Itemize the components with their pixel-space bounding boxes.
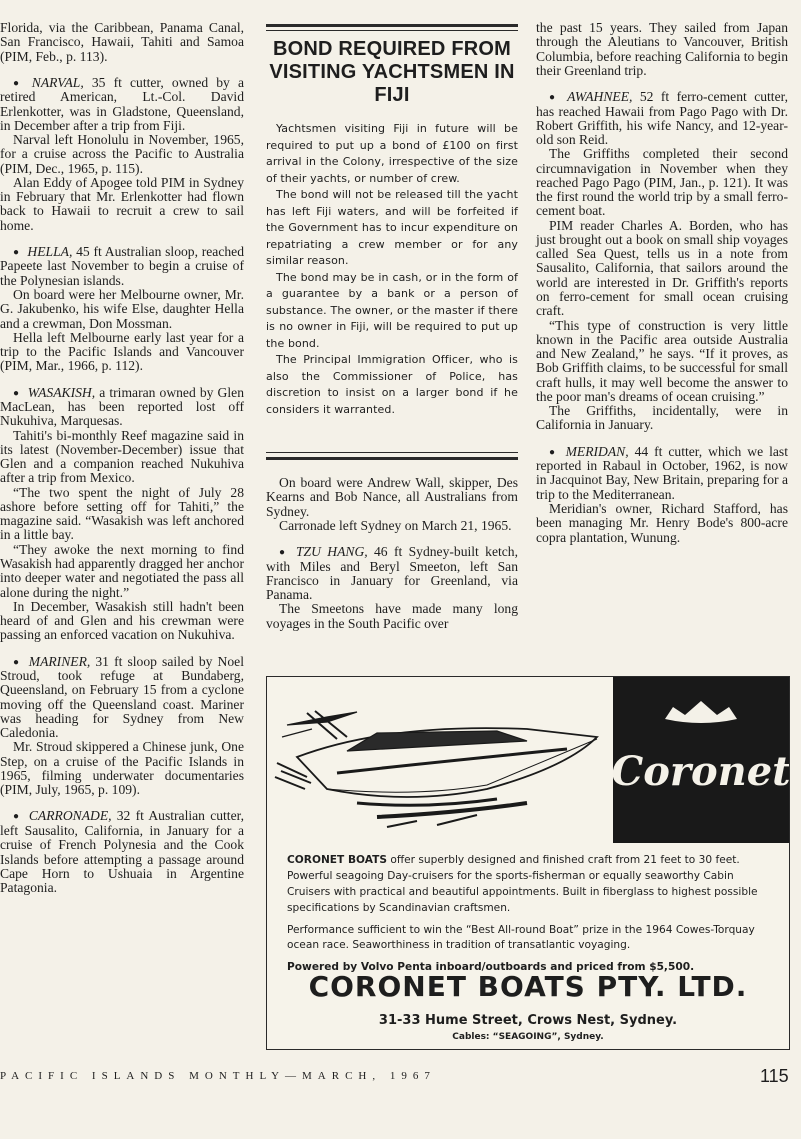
paragraph: Mr. Stroud skippered a Chinese junk, One Step, on a cruise of the Pacific Islands in 1965, filming underwater documentaries (PIM, July, 1965, p. 109). <box>0 739 244 798</box>
boat-name: AWAHNEE, <box>567 89 633 105</box>
paragraph: In December, Wasakish still hadn't been heard of and Glen and his crewman were passing an enforced vacation on Nukuhiva. <box>0 598 244 643</box>
entry-tzu-hang: ● TZU HANG, 46 ft Sydney-built ketch, with Miles and Beryl Smeeton, left San Francisco in January for Greenland, via Panama. <box>266 545 518 602</box>
divider <box>266 24 518 27</box>
coronet-advertisement <box>266 676 790 1050</box>
article-title: BOND REQUIRED FROM VISITING YACHTSMEN IN FIJI <box>269 38 515 106</box>
entry-narval: ● NARVAL, 35 ft cutter, owned by a retired American, Lt.-Col. David Erlenkotter, was in Gladstone, Queensland, in December after a trip from Fiji. <box>0 76 244 133</box>
column-left <box>0 21 244 895</box>
divider <box>266 30 518 31</box>
company-cables: Cables: “SEAGOING”, Sydney. <box>452 1032 604 1042</box>
paragraph: Powered by Volvo Penta inboard/outboards and priced from $5,500. <box>287 961 695 974</box>
crown-icon <box>613 677 789 843</box>
entry-carronade: ● CARRONADE, 32 ft Australian cutter, left Sausalito, California, in January for a cruise of French Polynesia and the Cook Islands before attempting a passage around Cape Horn to Ushuaia in Argentine Patagonia. <box>0 809 244 895</box>
entry-meridan: ● MERIDAN, 44 ft cutter, which we last reported in Rabaul in October, 1962, is now in Jacquinot Bay, New Britain, preparing for a trip to the Mediterranean. <box>536 445 788 502</box>
boat-name: MARINER, <box>28 653 91 669</box>
divider <box>266 457 518 460</box>
paragraph: The Griffiths, incidentally, were in California in January. <box>536 403 788 433</box>
paragraph: “They awoke the next morning to find Wasakish had apparently dragged her anchor into deeper water and negotiated the pass all alone during the night.” <box>0 541 244 600</box>
paragraph: Narval left Honolulu in November, 1965, for a cruise across the Pacific to Australia (PIM, Dec., 1965, p. 115). <box>0 132 244 176</box>
paragraph: Carronade left Sydney on March 21, 1965. <box>279 517 512 533</box>
boat-name: WASAKISH, <box>27 384 96 400</box>
paragraph: The Principal Immigration Officer, who is also the Commissioner of Police, has discretion to insist on a larger bond if he considers it warranted. <box>266 353 518 416</box>
paragraph: On board were her Melbourne owner, Mr. G. Jakubenko, his wife Else, daughter Hella and a crewman, Don Mossman. <box>0 286 244 331</box>
paragraph: “This type of construction is very little known in the Pacific area outside Australia and New Zealand,” he says. “If it proves, as Bob Griffith claims, to be successful for small craft hulls, it may well become the answer to the poor man's dreams of ocean cruising.” <box>536 317 788 404</box>
company-address: 31-33 Hume Street, Crows Nest, Sydney. <box>378 1013 678 1028</box>
paragraph: CORONET BOATS offer superbly designed and finished craft from 21 feet to 30 feet. Powerful seagoing Day-cruisers for the sports-fisherman or equally seaworthy Cabin Cruisers with practical and beautiful appointments. Built in fiberglass to highest possible specifications by Scandinavian craftsmen. <box>287 854 758 914</box>
boat-name: HELLA, <box>27 243 73 259</box>
paragraph: Alan Eddy of Apogee told PIM in Sydney in February that Mr. Erlenkotter had flown back to Hawaii to recruit a crew to sail home. <box>0 174 244 233</box>
paragraph: The bond may be in cash, or in the form of a guarantee by a bank or a person of substance. The owner, or the master if there is no owner in Fiji, will be required to put up the bond. <box>266 270 518 350</box>
paragraph: The Griffiths completed their second circumnavigation in November when they reached Pago Pago (PIM, Jan., p. 121). It was the first round the world trip by a small ferro-cement boat. <box>536 146 788 219</box>
paragraph: Performance sufficient to win the “Best All-round Boat” prize in the 1964 Cowes-Torquay ocean race. Seaworthiness in tradition of transatlantic voyaging. <box>287 923 755 952</box>
paragraph: Hella left Melbourne early last year for a trip to the Pacific Islands and Vancouver (PIM, Mar., 1966, p. 112). <box>0 329 244 374</box>
boat-name: CARRONADE, <box>28 808 112 824</box>
fiji-bond-article <box>266 38 518 418</box>
company-name: CORONET BOATS PTY. LTD. <box>308 970 748 1003</box>
entry-hella: ● HELLA, 45 ft Australian sloop, reached Papeete last November to begin a cruise of the Polynesian islands. <box>0 245 244 288</box>
paragraph: the past 15 years. They sailed from Japan through the Aleutians to Vancouver, British Columbia, before reaching California to begin their Greenland trip. <box>536 20 788 78</box>
paragraph: Yachtsmen visiting Fiji in future will be required to put up a bond of £100 on first arrival in the Colony, irrespective of the size of their yachts, or number of crew. <box>266 122 518 185</box>
paragraph: Tahiti's bi-monthly Reef magazine said in its latest (November-December) issue that Glen and a companion reached Nukuhiva after a trip from Mexico. <box>0 427 244 486</box>
column-middle <box>266 476 518 631</box>
boat-name: MERIDAN, <box>565 443 629 459</box>
divider <box>266 452 518 453</box>
speedboat-illustration <box>267 677 613 843</box>
paragraph: The Smeetons have made many long voyages in the South Pacific over <box>266 601 518 631</box>
page-number: 115 <box>760 1066 789 1086</box>
column-right <box>536 21 788 545</box>
entry-awahnee: ● AWAHNEE, 52 ft ferro-cement cutter, has reached Hawaii from Pago Pago with Dr. Robert Griffith, his wife Nancy, and 12-year-old son Reid. <box>536 90 788 147</box>
paragraph: Meridian's owner, Richard Stafford, has been managing Mr. Henry Bode's 800-acre copra plantation, Wunung. <box>536 500 788 545</box>
paragraph: Florida, via the Caribbean, Panama Canal, San Francisco, Hawaii, Tahiti and Samoa (PIM, Feb., p. 113). <box>0 20 244 64</box>
logo-wordmark: Coronet <box>613 748 789 795</box>
coronet-logo <box>613 677 789 843</box>
paragraph: The bond will not be released till the yacht has left Fiji waters, and will be forfeited if the Government has to incur expenditure on repatriating a crew member or for any similar reason. <box>266 188 518 267</box>
paragraph: “The two spent the night of July 28 ashore before setting off for Tahiti,” the magazine said. “Wasakish was left anchored in a little bay. <box>0 484 244 543</box>
boat-name: NARVAL, <box>31 74 84 90</box>
boat-name: TZU HANG, <box>295 544 368 560</box>
ad-copy <box>287 853 775 982</box>
running-footer: PACIFIC ISLANDS MONTHLY—MARCH, 1967 <box>0 1070 436 1082</box>
entry-wasakish: ● WASAKISH, a trimaran owned by Glen MacLean, has been reported lost off Nukuhiva, Marquesas. <box>0 386 244 429</box>
paragraph: On board were Andrew Wall, skipper, Des Kearns and Bob Nance, all Australians from Sydney. <box>266 475 518 519</box>
entry-mariner: ● MARINER, 31 ft sloop sailed by Noel Stroud, took refuge at Bundaberg, Queensland, on February 15 from a cyclone moving off the Queensland coast. Mariner was heading for Sydney from New Caledonia. <box>0 655 244 741</box>
paragraph: PIM reader Charles A. Borden, who has just brought out a book on small ship voyages called Sea Quest, tells us in a note from Sausalito, California, that sailors around the world are interested in Dr. Griffith's reports on ferro-cement for small ocean cruising craft. <box>536 217 788 319</box>
